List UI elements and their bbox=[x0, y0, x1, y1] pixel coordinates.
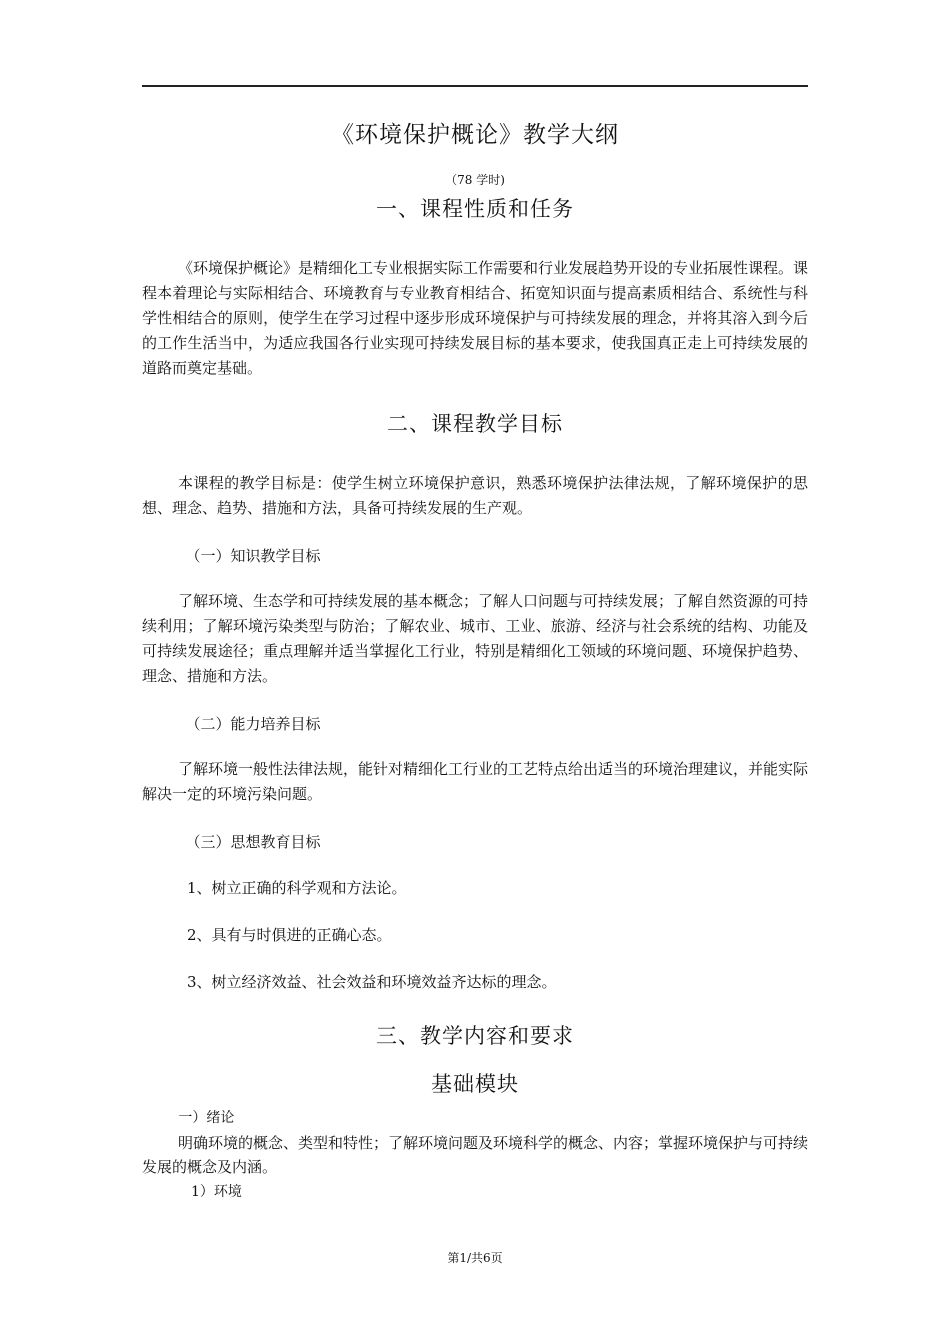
document-title: 《环境保护概论》教学大纲 bbox=[331, 122, 619, 148]
intro-paragraph: 明确环境的概念、类型和特性；了解环境问题及环境科学的概念、内容；掌握环境保护与可持续发展的概念及内涵。 bbox=[142, 1134, 809, 1176]
section-1-heading: 一、课程性质和任务 bbox=[376, 197, 574, 221]
environment-item: 1）环境 bbox=[191, 1184, 242, 1200]
course-hours: （78 学时) bbox=[445, 173, 505, 187]
ability-goals-heading: （二）能力培养目标 bbox=[185, 715, 321, 733]
section-2-heading: 二、课程教学目标 bbox=[387, 412, 563, 436]
ideology-goal-item: 2、具有与时俱进的正确心态。 bbox=[187, 926, 392, 944]
document-body bbox=[142, 100, 808, 1203]
header-rule bbox=[142, 85, 808, 87]
knowledge-goals-heading: （一）知识教学目标 bbox=[185, 547, 321, 565]
ideology-goals-heading: （三）思想教育目标 bbox=[185, 833, 321, 851]
ability-goals-paragraph: 了解环境一般性法律法规，能针对精细化工行业的工艺特点给出适当的环境治理建议，并能实际解决一定的环境污染问题。 bbox=[142, 760, 809, 803]
module-heading: 基础模块 bbox=[431, 1072, 519, 1096]
knowledge-goals-paragraph: 了解环境、生态学和可持续发展的基本概念；了解人口问题与可持续发展；了解自然资源的可持续利用；了解环境污染类型与防治；了解农业、城市、工业、旅游、经济与社会系统的结构、功能及可持续发展途径；重点理解并适当掌握化工行业，特别是精细化工领域的环境问题、环境保护趋势、理念、措施和方法。 bbox=[142, 592, 809, 685]
page-number: 第1/共6页 bbox=[447, 1251, 503, 1265]
section-2-paragraph: 本课程的教学目标是：使学生树立环境保护意识，熟悉环境保护法律法规，了解环境保护的思想、理念、趋势、措施和方法，具备可持续发展的生产观。 bbox=[142, 474, 808, 517]
ideology-goal-item: 1、树立正确的科学观和方法论。 bbox=[187, 879, 407, 897]
ideology-goal-item: 3、树立经济效益、社会效益和环境效益齐达标的理念。 bbox=[187, 973, 557, 991]
section-3-heading: 三、教学内容和要求 bbox=[376, 1024, 574, 1048]
intro-heading: 一）绪论 bbox=[178, 1110, 235, 1126]
section-1-paragraph: 《环境保护概论》是精细化工专业根据实际工作需要和行业发展趋势开设的专业拓展性课程。课程本着理论与实际相结合、环境教育与专业教育相结合、拓宽知识面与提高素质相结合、系统性与科学性相结合的原则，使学生在学习过程中逐步形成环境保护与可持续发展的理念，并将其溶入到今后的工作生活当中，为适应我国各行业实现可持续发展目标的基本要求，使我国真正走上可持续发展的道路而奠定基础。 bbox=[142, 259, 809, 377]
